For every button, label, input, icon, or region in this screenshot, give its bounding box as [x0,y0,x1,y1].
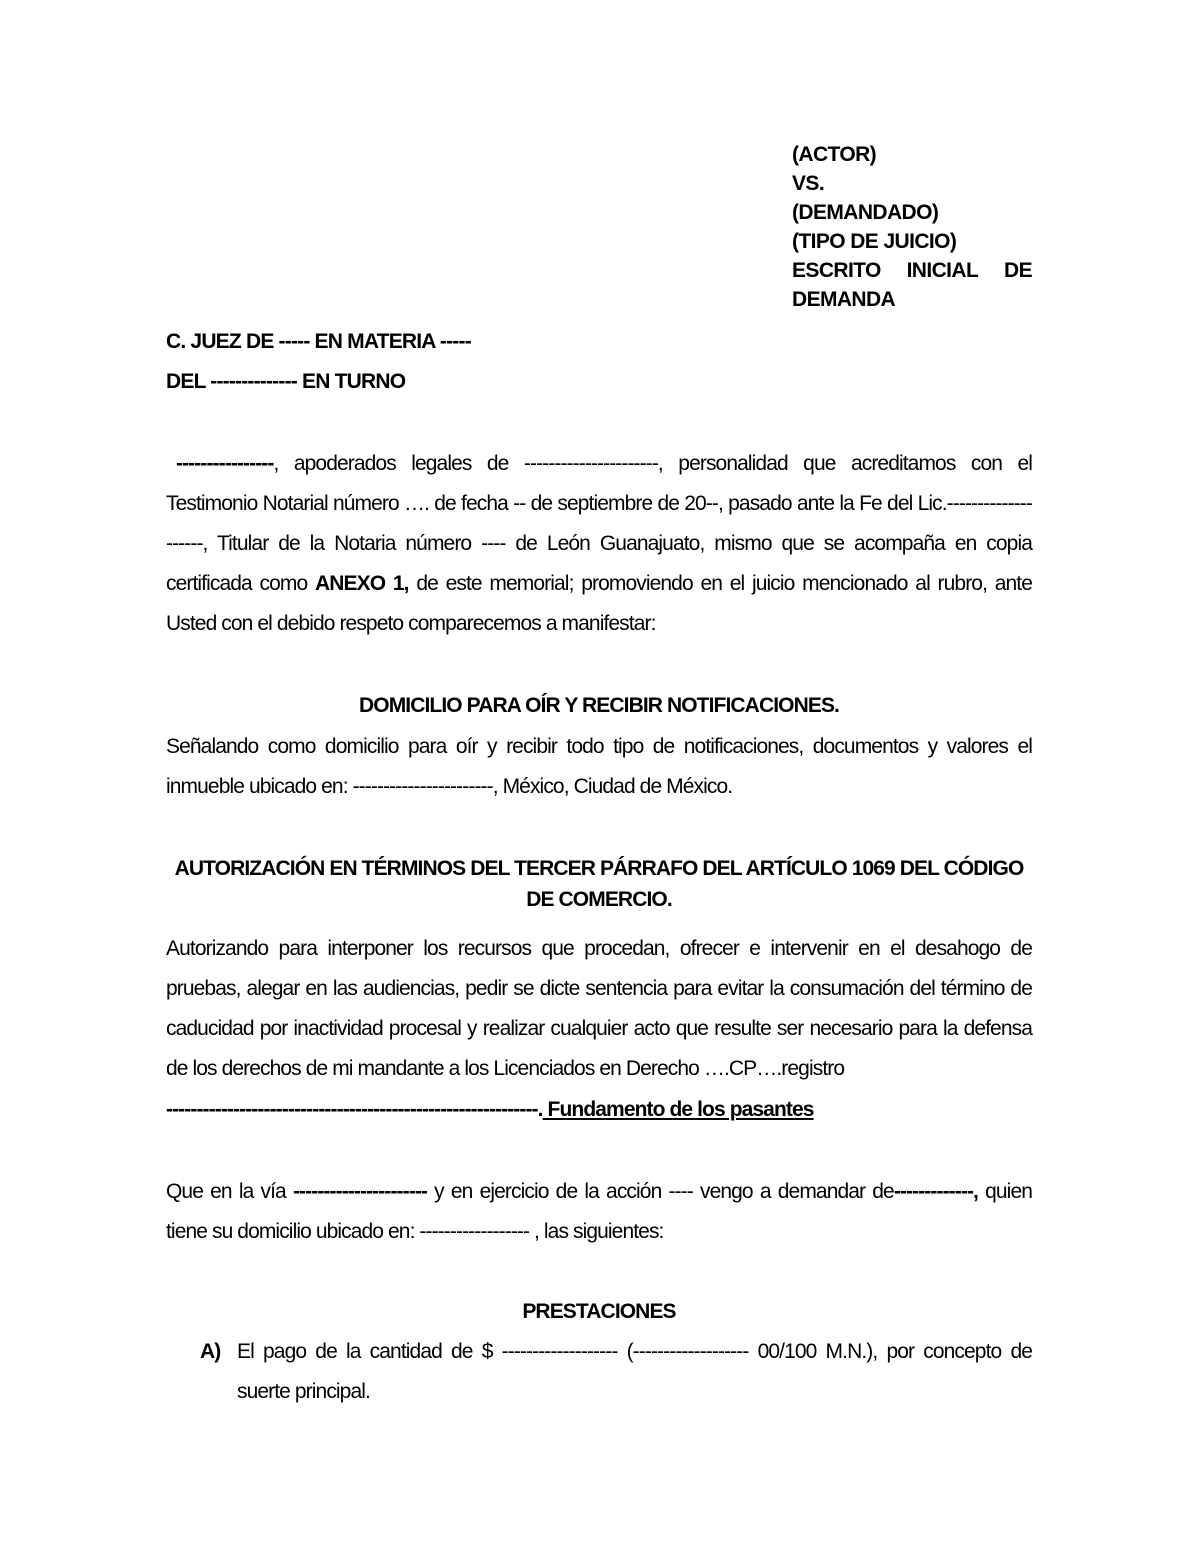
prestaciones-heading: PRESTACIONES [522,1300,676,1323]
demanda-text-c: quien tiene su domicilio ubicado en: ------------------ , las siguientes: [166,1180,1033,1243]
via-dashes: ---------------------- [292,1180,428,1203]
autorizacion-dash-line [166,1090,1032,1130]
autorizacion-paragraph: Autorizando para interponer los recursos que procedan, ofrecer e intervenir en el desahogo de pruebas, alegar en las audiencias, pedir se dicte sentencia para evitar la consumación del término de caducidad por inactividad procesal y realizar cualquier acto que resulte ser necesario para la defensa de los derechos de mi mandante a los Licenciados en Derecho ….CP….registro [166,937,1032,1080]
demanda-text-b: y en ejercicio de la acción ---- vengo a demandar de [427,1180,894,1203]
escrito-line [792,256,1032,285]
domicilio-heading: DOMICILIO PARA OÍR Y RECIBIR NOTIFICACIONES. [359,694,839,717]
demanda-label: DEMANDA [792,288,896,311]
tipo-juicio-label: (TIPO DE JUICIO) [792,230,957,253]
addressee-line-1: C. JUEZ DE ----- EN MATERIA ----- [166,330,471,353]
demandado-dashes: -------------, [893,1180,978,1203]
prestacion-item [200,1332,1032,1412]
prestacion-text: El pago de la cantidad de $ ------------------- (------------------- 00/100 M.N.), por concepto de suerte principal. [237,1340,1032,1403]
intro-lead-dashes: ---------------- [176,452,274,475]
autorizacion-heading-line-1: AUTORIZACIÓN EN TÉRMINOS DEL TERCER PÁRRAFO DEL ARTÍCULO 1069 DEL CÓDIGO [174,857,1024,880]
intro-text-a: , apoderados legales de ----------------------, personalidad que acreditamos con el Testimonio Notarial número …. de fecha -- de septiembre de 20--, pasado ante la Fe del Lic.--------------------, Titular de la Notaria número ---- de León Guanajuato, mismo que se acompaña en copia certificada como [166,452,1032,595]
anexo-label: ANEXO 1, [315,572,409,595]
intro-paragraph [166,444,1032,644]
de-word: DE [1004,259,1032,282]
case-header [792,140,1032,314]
escrito-word: ESCRITO [792,259,881,282]
actor-label: (ACTOR) [792,143,877,166]
demandado-label: (DEMANDADO) [792,201,939,224]
autorizacion-dashes: -------------------------------------------------------------. [166,1098,543,1121]
demanda-paragraph [166,1172,1032,1252]
prestacion-marker: A) [200,1340,221,1363]
domicilio-paragraph: Señalando como domicilio para oír y recibir todo tipo de notificaciones, documentos y valores el inmueble ubicado en: -----------------------, México, Ciudad de México. [166,735,1032,798]
intro-text-b: de este memorial; promoviendo en el juicio mencionado al rubro, ante Usted con el debido respeto comparecemos a manifestar: [166,572,1032,635]
autorizacion-heading-line-2: DE COMERCIO. [526,888,672,911]
addressee-line-2: DEL -------------- EN TURNO [166,370,406,393]
versus-label: VS. [792,172,825,195]
fundamento-label: Fundamento de los pasantes [542,1098,814,1121]
autorizacion-heading [166,853,1032,915]
inicial-word: INICIAL [906,259,979,282]
demanda-text-a: Que en la vía [166,1180,293,1203]
